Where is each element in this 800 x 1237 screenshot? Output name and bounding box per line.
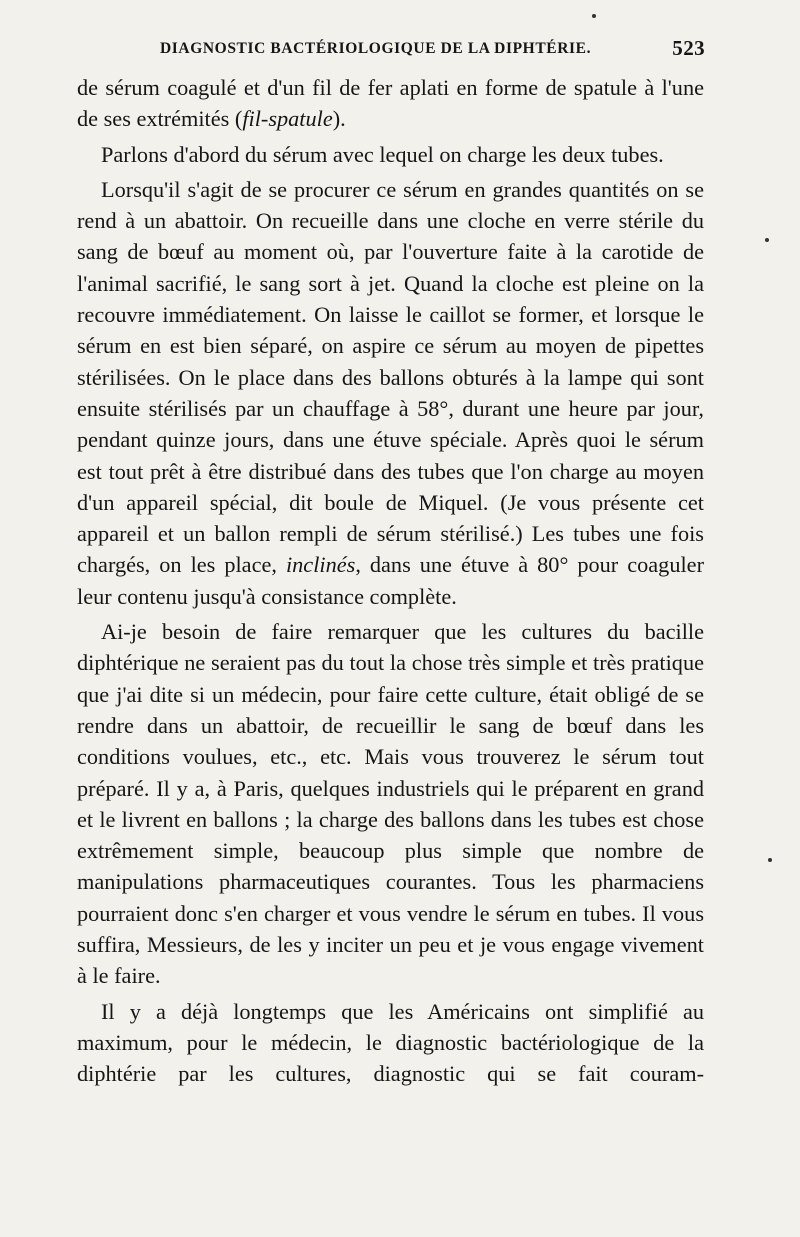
scan-speck: [768, 858, 772, 862]
paragraph-3-text-before: Lorsqu'il s'agit de se procurer ce sérum en grandes quantités on se rend à un abattoir. On recueille dans une cloche en verre stérile du sang de bœuf au moment où, par l'ouverture faite à la carotide de l'animal sacrifié, le sang sort à jet. Quand la cloche est pleine on la recouvre immédiatement. On laisse le caillot se former, et lorsque le sérum en est bien séparé, on aspire ce sérum au moyen de pipettes stérilisées. On le place dans des ballons obturés à la lampe qui sont ensuite stérilisés par un chauffage à 58°, durant une heure par jour, pendant quinze jours, dans une étuve spéciale. Après quoi le sérum est tout prêt à être distribué dans des tubes que l'on charge au moyen d'un appareil spécial, dit boule de Miquel. (Je vous présente cet appareil et un ballon rempli de sérum stérilisé.) Les tubes une fois chargés, on les place,: [77, 176, 704, 578]
paragraph-1-italic: fil-spatule: [242, 106, 333, 132]
paragraph-4: Ai-je besoin de faire remarquer que les cultures du bacille diphtérique ne seraient pas du tout la chose très simple et très pratique que j'ai dite si un médecin, pour faire cette culture, était obligé de se rendre dans un abattoir, de recueillir le sang de bœuf dans les conditions voulues, etc., etc. Mais vous trouverez le sérum tout préparé. Il y a, à Paris, quelques industriels qui le préparent en grand et le livrent en ballons ; la charge des ballons dans les tubes est chose extrêmement simple, beaucoup plus simple que nombre de manipulations pharmaceutiques courantes. Tous les pharmaciens pourraient donc s'en charger et vous vendre le sérum en tubes. Il vous suffira, Messieurs, de les y inciter un peu et je vous engage vivement à le faire.: [77, 619, 704, 989]
page-header: [160, 36, 705, 66]
running-title: DIAGNOSTIC BACTÉRIOLOGIQUE DE LA DIPHTÉRIE.: [160, 40, 592, 57]
scan-speck: [592, 14, 596, 18]
paragraph-1-text-before: de sérum coagulé et d'un fil de fer aplati en forme de spatule à l'une de ses extrémités (: [77, 75, 704, 132]
paragraph-1: [77, 72, 704, 135]
paragraph-5: Il y a déjà longtemps que les Américains ont simplifié au maximum, pour le médecin, le diagnostic bactériologique de la diphtérie par les cultures, diagnostic qui se fait couram-: [77, 998, 704, 1087]
page-number: 523: [672, 36, 705, 60]
scan-speck: [765, 238, 769, 242]
paragraph-3-text-after: , dans une étuve à 80° pour coaguler leur contenu jusqu'à consistance complète.: [77, 552, 704, 609]
paragraph-3: [77, 174, 704, 612]
paragraph-2: Parlons d'abord du sérum avec lequel on charge les deux tubes.: [101, 141, 664, 167]
body-text: [77, 72, 704, 1090]
paragraph-1-text-after: ).: [332, 106, 346, 132]
paragraph-3-italic: inclinés: [285, 552, 356, 578]
